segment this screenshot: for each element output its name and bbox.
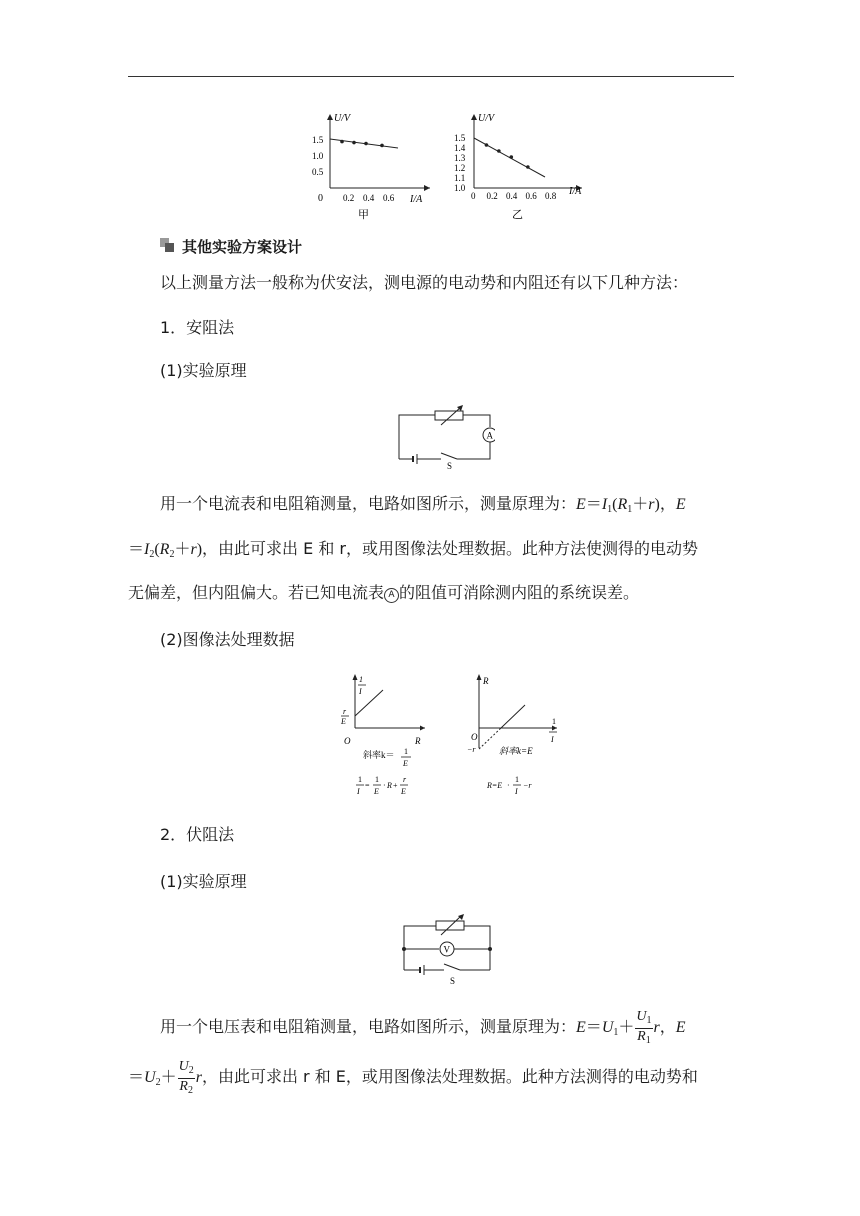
yi-y-tick: 1.5: [454, 133, 466, 143]
svg-text:R: R: [387, 781, 392, 790]
header-rule: [128, 76, 734, 77]
svg-text:+: +: [393, 781, 398, 790]
svg-text:A: A: [486, 430, 493, 441]
svg-text:O: O: [344, 736, 351, 746]
yi-x-tick: 0: [471, 191, 476, 201]
svg-text:R: R: [415, 736, 421, 746]
yi-y-tick: 1.1: [454, 173, 466, 183]
section-icon: [160, 238, 174, 252]
jia-y-tick: 1.5: [312, 135, 324, 145]
method2-sub1: (1)实验原理: [160, 872, 247, 891]
method1-title: 1．安阻法: [160, 318, 235, 337]
ammeter-symbol: A: [384, 588, 399, 603]
yi-x-tick: 0.6: [525, 191, 537, 201]
svg-text:1: 1: [515, 775, 519, 784]
svg-text:1: 1: [552, 717, 556, 726]
method1-line1: 用一个电流表和电阻箱测量，电路如图所示，测量原理为：$E=I_1(R_1+r)$，E: [160, 494, 686, 515]
svg-text:斜率k=E: 斜率k=E: [499, 746, 533, 756]
graph-inv-i-vs-r: [335, 672, 435, 802]
yi-x-tick: 0.2: [486, 191, 498, 201]
jia-x-tick: 0.6: [383, 193, 395, 203]
svg-text:1: 1: [375, 775, 379, 784]
svg-text:S: S: [447, 461, 453, 470]
circuit-ammeter: [395, 405, 495, 470]
jia-data-point: [364, 142, 368, 146]
method1-line2: $=I_2(R_2+r)$，由此可求出 E 和 r，或用图像法处理数据。此种方法使测得的电动势: [128, 539, 698, 560]
svg-text:I: I: [515, 787, 518, 796]
method2-title: 2．伏阻法: [160, 825, 235, 844]
svg-text:1: 1: [404, 747, 408, 756]
svg-text:R: R: [483, 676, 489, 686]
jia-x-label: I/A: [410, 194, 423, 205]
graph-yi: [452, 108, 592, 223]
yi-y-tick: 1.3: [454, 153, 466, 163]
yi-y-tick: 1.2: [454, 163, 466, 173]
method2-line2: $=U_2+$ $\frac{U_2}{R_2}$ r，由此可求出 r 和 E，或用图像法处理数据。此种方法测得的电动势和: [128, 1059, 698, 1096]
svg-text:·: ·: [507, 781, 510, 790]
graph-r-vs-inv-i: [465, 672, 575, 802]
svg-text:=: =: [365, 781, 370, 790]
svg-text:I: I: [551, 735, 554, 744]
svg-text:O: O: [471, 732, 478, 742]
jia-fit-line: [330, 139, 398, 148]
switch-icon-2: [444, 964, 460, 970]
svg-text:R=E: R=E: [487, 781, 503, 790]
yi-y-tick: 1.0: [454, 183, 466, 193]
svg-text:·: ·: [383, 781, 386, 790]
jia-y-label: U/V: [334, 113, 351, 124]
switch-icon: [441, 453, 457, 459]
svg-text:−r: −r: [467, 745, 476, 754]
jia-x-tick: 0.4: [363, 193, 375, 203]
graph-jia: [300, 108, 440, 223]
jia-data-point: [352, 141, 356, 145]
yi-data-point: [509, 155, 513, 159]
svg-text:E: E: [341, 717, 346, 726]
jia-y-tick: 0.5: [312, 167, 324, 177]
svg-text:斜率k＝: 斜率k＝: [363, 750, 395, 760]
yi-x-tick: 0.8: [545, 191, 557, 201]
svg-text:r: r: [343, 707, 347, 716]
yi-caption: 乙: [512, 209, 523, 221]
yi-data-point: [526, 165, 530, 169]
svg-text:I: I: [359, 687, 362, 696]
method1-sub1: (1)实验原理: [160, 361, 247, 380]
jia-y-tick: 1.0: [312, 151, 324, 161]
svg-text:E: E: [374, 787, 379, 796]
yi-x-tick: 0.4: [506, 191, 518, 201]
yi-y-tick: 1.4: [454, 143, 466, 153]
svg-text:E: E: [401, 787, 406, 796]
section-title: 其他实验方案设计: [182, 238, 303, 256]
yi-y-label: U/V: [478, 113, 495, 124]
jia-origin: 0: [318, 193, 323, 204]
circuit-voltmeter: [398, 912, 496, 987]
svg-text:S: S: [450, 976, 456, 986]
right-graph-line: [501, 705, 525, 728]
jia-data-point: [380, 144, 384, 148]
svg-text:I: I: [357, 787, 360, 796]
svg-text:1: 1: [359, 675, 363, 684]
yi-x-label: I/A: [569, 186, 582, 197]
svg-text:r: r: [403, 775, 407, 784]
yi-data-point: [497, 149, 501, 153]
svg-text:V: V: [443, 944, 450, 955]
method1-line3: 无偏差，但内阻偏大。若已知电流表 A 的阻值可消除测内阻的系统误差。: [128, 583, 640, 602]
method1-sub2: (2)图像法处理数据: [160, 630, 295, 649]
svg-text:E: E: [403, 759, 408, 768]
jia-caption: 甲: [358, 209, 369, 221]
jia-x-tick: 0.2: [343, 193, 355, 203]
method2-line1: 用一个电压表和电阻箱测量，电路如图所示，测量原理为：$E=U_1+$ $\frac{U_1}{R_1}$ r，E: [160, 1009, 686, 1046]
svg-text:1: 1: [358, 775, 362, 784]
jia-data-point: [340, 140, 344, 144]
intro-text: 以上测量方法一般称为伏安法，测电源的电动势和内阻还有以下几种方法：: [160, 273, 689, 292]
svg-text:−r: −r: [523, 781, 532, 790]
yi-data-point: [485, 143, 489, 147]
yi-fit-line: [474, 138, 545, 177]
